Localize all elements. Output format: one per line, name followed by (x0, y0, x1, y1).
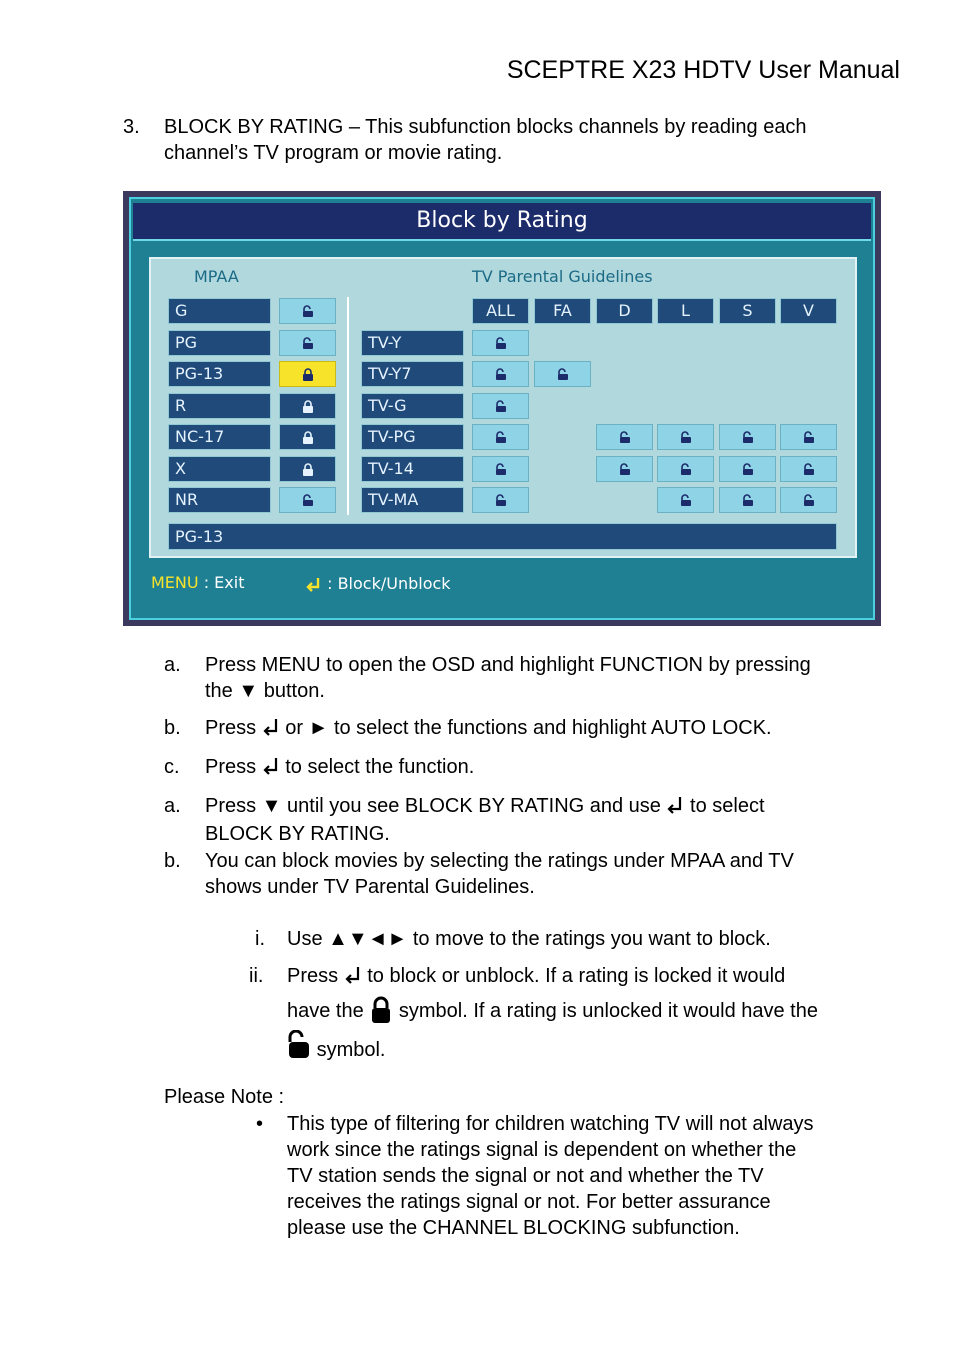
step-b1-post: or ► to select the functions and highlight AUTO LOCK. (285, 717, 772, 739)
unlock-icon[interactable] (279, 298, 336, 324)
tv-rating-tv-y7[interactable]: TV-Y7 (361, 361, 464, 387)
unlock-icon[interactable] (780, 424, 837, 450)
step-a2-pre: Press ▼ until you see BLOCK BY RATING and use (205, 795, 661, 817)
unlock-icon[interactable] (657, 424, 714, 450)
block-unblock-label: : Block/Unblock (327, 574, 451, 593)
step-c1-post: to select the function. (285, 756, 475, 778)
step-a2-post: to select (690, 795, 765, 817)
osd-footer-menu (151, 573, 244, 592)
unlock-icon[interactable] (472, 456, 529, 482)
step-b1-pre: Press (205, 717, 257, 739)
unlock-icon[interactable] (279, 330, 336, 356)
tv-rating-tv-ma[interactable]: TV-MA (361, 487, 464, 513)
mpaa-rating-nr[interactable]: NR (168, 487, 271, 513)
step-a1-line1: Press MENU to open the OSD and highlight FUNCTION by pressing (205, 654, 811, 676)
step-a2-line2: BLOCK BY RATING. (205, 823, 390, 845)
lock-icon (369, 996, 393, 1024)
mpaa-rating-pg[interactable]: PG (168, 330, 271, 356)
enter-key-icon (262, 756, 280, 776)
unlock-icon[interactable] (719, 487, 776, 513)
step-c1-pre: Press (205, 756, 257, 778)
substep-i-text: Use ▲▼◄► to move to the ratings you want to block. (287, 928, 771, 950)
tv-content-header-l[interactable]: L (657, 298, 714, 324)
mpaa-rating-nc-17[interactable]: NC-17 (168, 424, 271, 450)
lock-icon[interactable] (279, 424, 336, 450)
unlock-icon[interactable] (472, 330, 529, 356)
current-rating-status: PG-13 (168, 523, 837, 550)
note-line-1: This type of filtering for children watching TV will not always (287, 1113, 814, 1135)
note-label: Please Note : (164, 1086, 285, 1108)
tv-guidelines-label: TV Parental Guidelines (472, 267, 653, 286)
tv-content-header-d[interactable]: D (596, 298, 653, 324)
unlock-icon[interactable] (472, 424, 529, 450)
tv-rating-tv-pg[interactable]: TV-PG (361, 424, 464, 450)
unlock-icon[interactable] (472, 361, 529, 387)
step-b1-letter: b. (164, 717, 181, 739)
unlock-icon[interactable] (279, 487, 336, 513)
mpaa-rating-g[interactable]: G (168, 298, 271, 324)
tv-rating-tv-y[interactable]: TV-Y (361, 330, 464, 356)
enter-key-icon (344, 965, 362, 985)
step-b1 (205, 715, 772, 741)
tv-content-header-fa[interactable]: FA (534, 298, 591, 324)
note-bullet: • (256, 1113, 264, 1135)
osd-footer-enter (306, 574, 451, 593)
unlock-icon[interactable] (719, 456, 776, 482)
intro-line-1: BLOCK BY RATING – This subfunction blocks channels by reading each (164, 116, 807, 138)
unlock-icon[interactable] (657, 487, 714, 513)
unlock-icon[interactable] (596, 424, 653, 450)
column-divider (347, 297, 349, 515)
tv-rating-tv-g[interactable]: TV-G (361, 393, 464, 419)
note-line-3: TV station sends the signal or not and whether the TV (287, 1165, 764, 1187)
manual-title: SCEPTRE X23 HDTV User Manual (506, 56, 900, 84)
lock-icon[interactable] (279, 456, 336, 482)
step-a1-line2: the ▼ button. (205, 680, 325, 702)
mpaa-rating-r[interactable]: R (168, 393, 271, 419)
step-a1-letter: a. (164, 654, 181, 676)
substep-ii-pre: Press (287, 965, 339, 987)
unlock-icon[interactable] (780, 456, 837, 482)
tv-content-header-s[interactable]: S (719, 298, 776, 324)
section-number: 3. (123, 116, 140, 138)
menu-exit-label: : Exit (203, 573, 245, 592)
substep-ii-line2 (287, 996, 818, 1024)
substep-ii-num: ii. (249, 965, 264, 987)
step-a2-letter: a. (164, 795, 181, 817)
substep-ii-line3-text: symbol. (316, 1039, 386, 1061)
step-c1-letter: c. (164, 756, 180, 778)
step-a2 (205, 793, 765, 819)
substep-ii-line2-post: symbol. If a rating is unlocked it would have the (398, 1000, 818, 1022)
substep-ii-post: to block or unblock. If a rating is locked it would (367, 965, 786, 987)
unlock-icon[interactable] (472, 487, 529, 513)
tv-rating-tv-14[interactable]: TV-14 (361, 456, 464, 482)
substep-i-num: i. (255, 928, 265, 950)
mpaa-rating-pg-13[interactable]: PG-13 (168, 361, 271, 387)
unlock-icon (285, 1030, 311, 1060)
menu-key: MENU (151, 573, 199, 592)
mpaa-rating-x[interactable]: X (168, 456, 271, 482)
note-line-2: work since the ratings signal is dependent on whether the (287, 1139, 797, 1161)
osd-title: Block by Rating (416, 208, 588, 233)
osd-title-bar (133, 203, 871, 241)
substep-ii-line1 (287, 963, 785, 989)
step-c1 (205, 754, 474, 780)
unlock-icon[interactable] (719, 424, 776, 450)
unlock-icon[interactable] (472, 393, 529, 419)
enter-key-icon (666, 795, 684, 815)
step-b2-letter: b. (164, 850, 181, 872)
unlock-icon[interactable] (534, 361, 591, 387)
tv-content-header-v[interactable]: V (780, 298, 837, 324)
note-line-5: please use the CHANNEL BLOCKING subfunction. (287, 1217, 740, 1239)
substep-ii-line2-pre: have the (287, 1000, 364, 1022)
note-line-4: receives the ratings signal or not. For better assurance (287, 1191, 771, 1213)
unlock-icon[interactable] (657, 456, 714, 482)
unlock-icon[interactable] (780, 487, 837, 513)
step-b2-line2: shows under TV Parental Guidelines. (205, 876, 535, 898)
unlock-icon[interactable] (596, 456, 653, 482)
step-b2-line1: You can block movies by selecting the ratings under MPAA and TV (205, 850, 794, 872)
intro-line-2: channel’s TV program or movie rating. (164, 142, 503, 164)
enter-icon (306, 576, 322, 592)
tv-content-header-all[interactable]: ALL (472, 298, 529, 324)
enter-key-icon (262, 717, 280, 737)
lock-icon[interactable] (279, 361, 336, 387)
substep-ii-line3 (285, 1030, 385, 1063)
mpaa-label: MPAA (194, 267, 239, 286)
lock-icon[interactable] (279, 393, 336, 419)
